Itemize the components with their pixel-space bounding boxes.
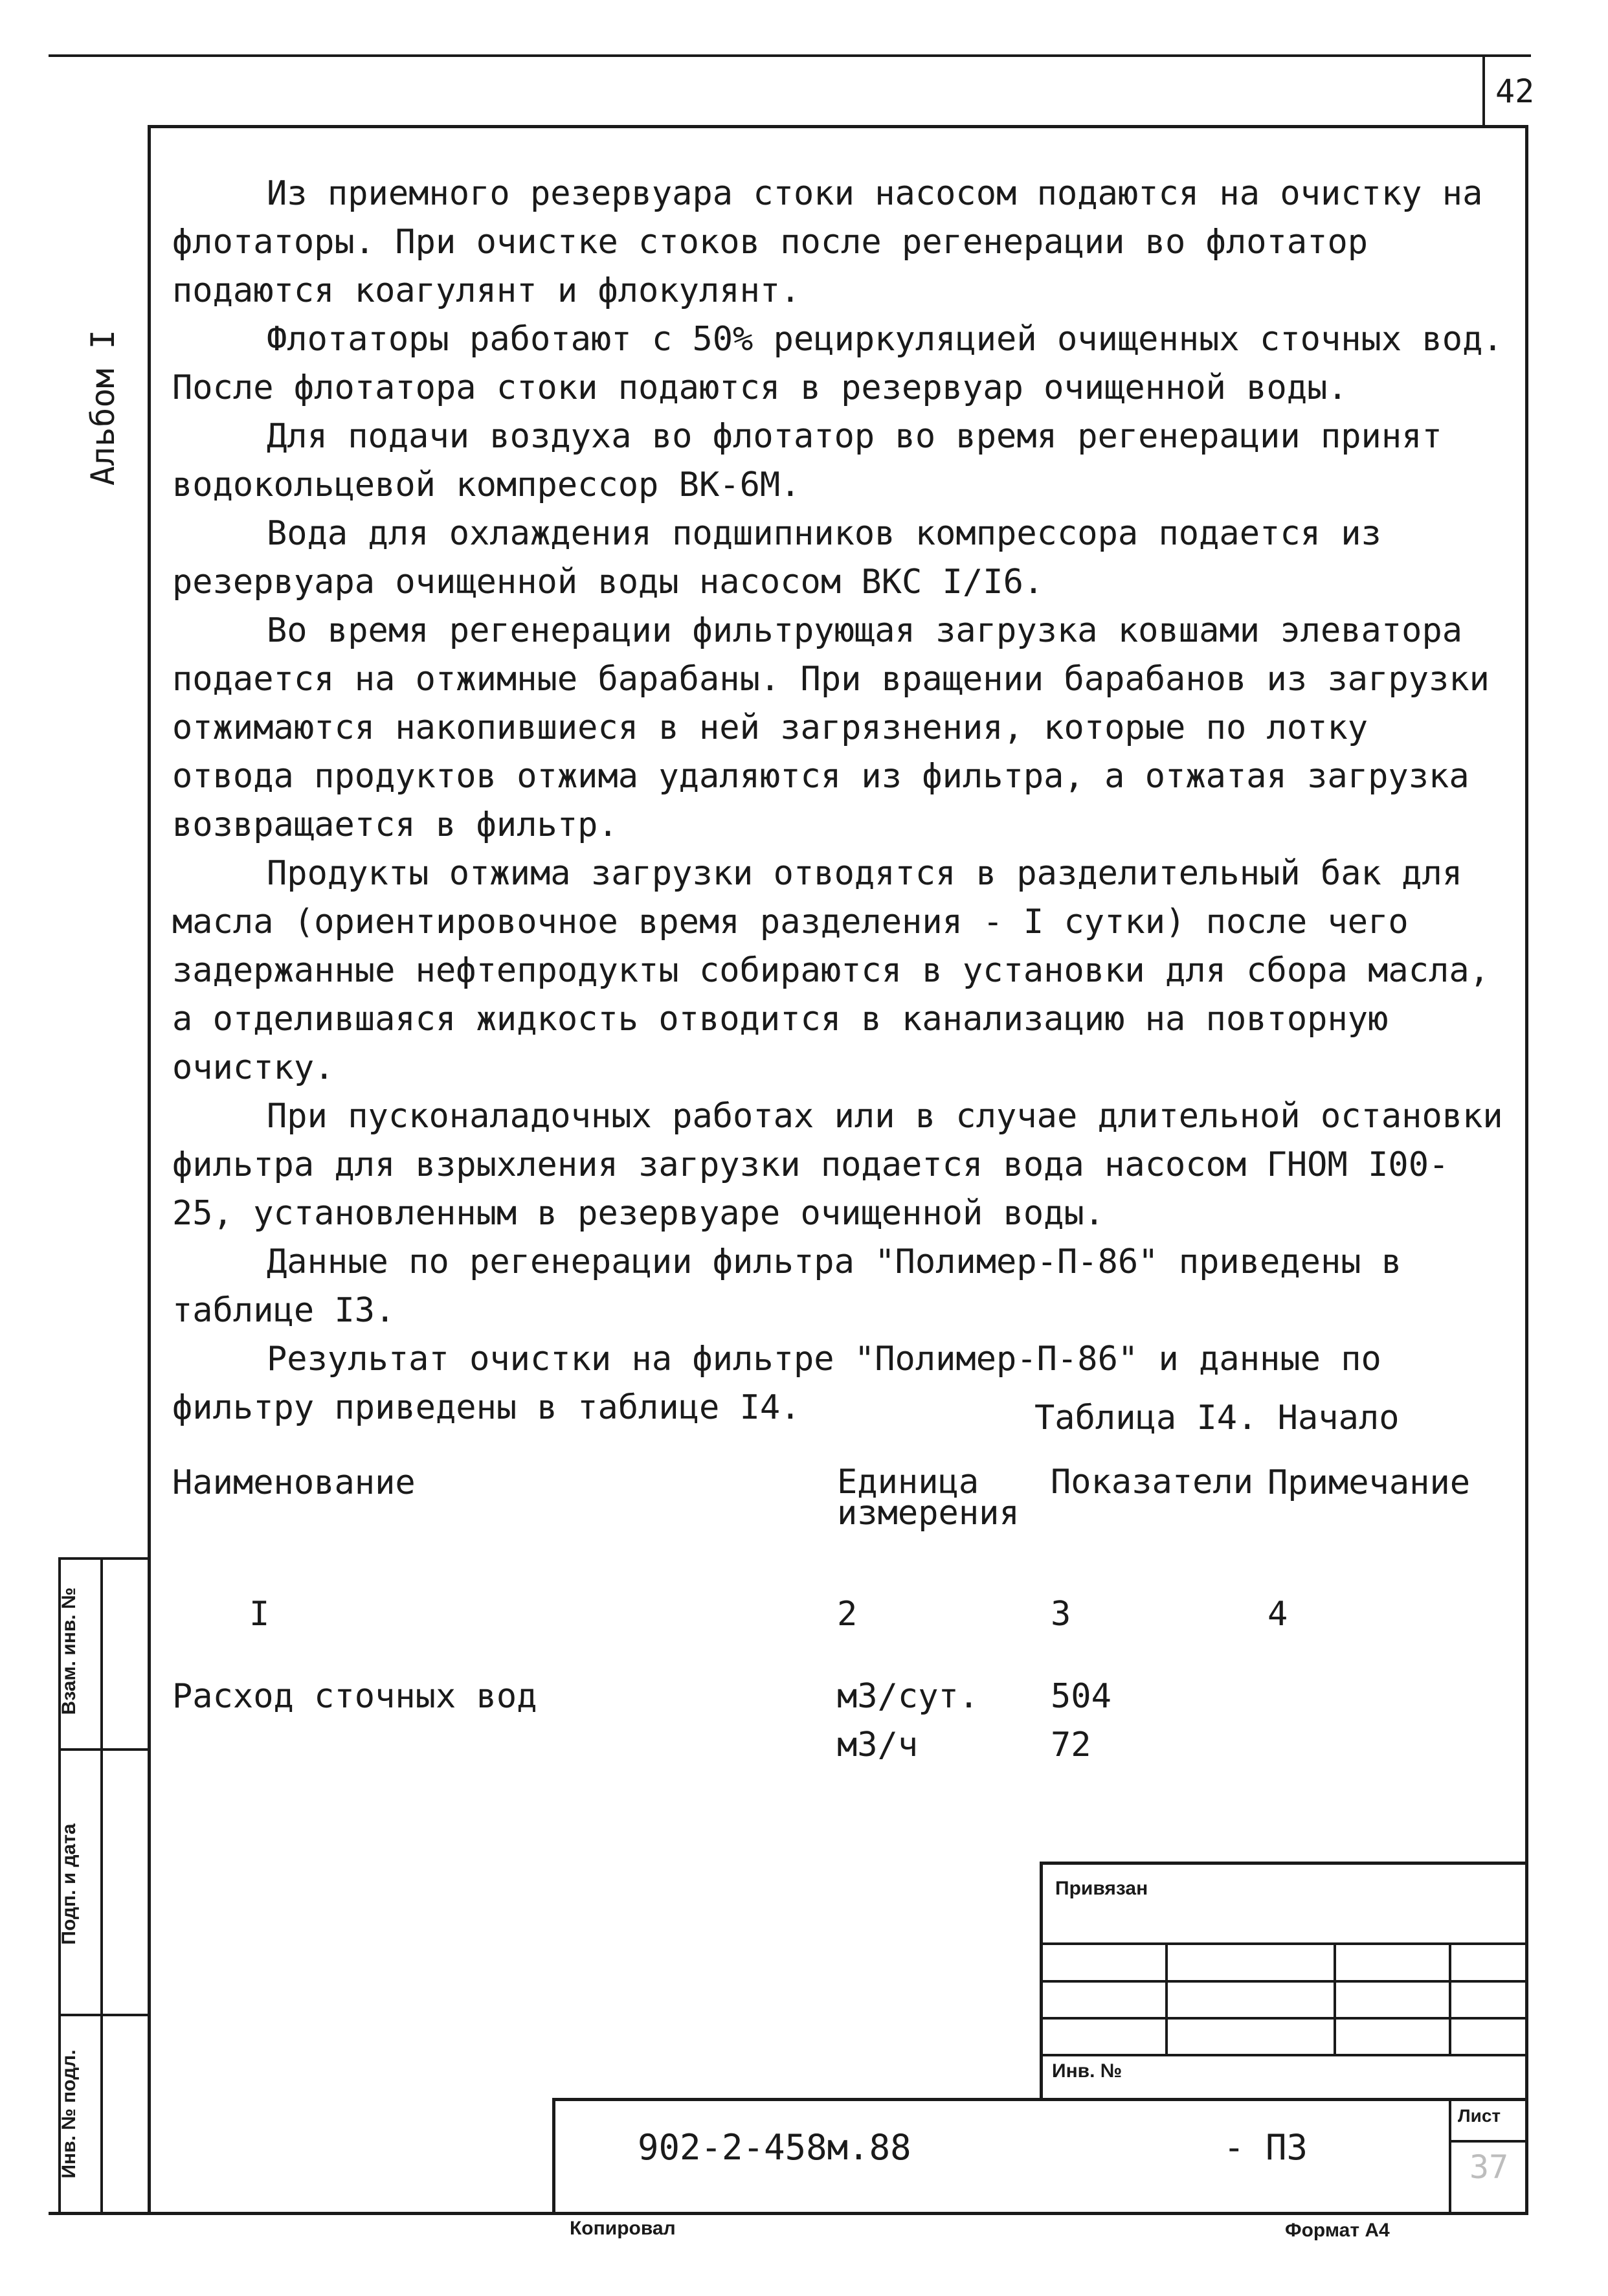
frame-bottom-line — [49, 2212, 1528, 2215]
side-stamp-replace-inv: Взам. инв. № — [58, 1587, 80, 1715]
binding-stamp-col-2 — [1334, 1942, 1336, 2054]
paragraph-1: Из приемного резервуара стоки насосом подаются на очистку на флотаторы. При очистке стоков после регенерации во флотатор подаются коагулянт и флокулянт. — [172, 174, 1483, 310]
body-text — [172, 170, 1509, 1437]
paragraph-6: Продукты отжима загрузки отводятся в разделительный бак для масла (ориентировочное время разделения - I сутки) после чего задержанные нефтепродукты собираются в установки для сбора масла, а отделившаяся жидкость отводится в канализацию на повторную очистку. — [172, 854, 1490, 1087]
paragraph-5: Во время регенерации фильтрующая загрузка ковшами элеватора подается на отжимные барабаны. При вращении барабанов из загрузки отжимаются накопившиеся в ней загрязнения, которые по лотку отвода продуктов отжима удаляются из фильтра, а отжатая загрузка возвращается в фильтр. — [172, 611, 1490, 844]
title-block-top — [552, 2098, 1526, 2101]
sheet-number: 37 — [1469, 2148, 1509, 2186]
binding-stamp-label: Привязан — [1055, 1878, 1148, 1899]
paragraph-9: Результат очистки на фильтре "Полимер-П-86" и данные по фильтру приведены в таблице I4. — [172, 1340, 1381, 1427]
binding-stamp-col-1 — [1165, 1942, 1168, 2054]
album-label: Альбом I — [84, 330, 122, 486]
paragraph-3: Для подачи воздуха во флотатор во время регенерации принят водокольцевой компрессор ВК-6М. — [172, 417, 1442, 504]
title-block-sheet-underline — [1449, 2140, 1526, 2143]
format-label: Формат А4 — [1285, 2220, 1390, 2241]
doc-section: - ПЗ — [1223, 2127, 1308, 2168]
side-stamp-top — [58, 1557, 149, 1560]
binding-stamp-inv-label: Инв. № — [1052, 2060, 1122, 2082]
table-header-note: Примечание — [1267, 1463, 1471, 1502]
binding-stamp-col-3 — [1449, 1942, 1451, 2054]
table-header-unit: Единица измерения — [837, 1463, 1020, 1533]
side-stamp-divider-2 — [58, 2014, 149, 2016]
table-num-1: I — [249, 1595, 270, 1634]
table-num-2: 2 — [837, 1595, 858, 1634]
frame-right-line — [1525, 125, 1528, 2215]
frame-left-line — [148, 125, 151, 2215]
table-row-value-2: 72 — [1051, 1726, 1091, 1764]
side-stamp-orig-inv: Инв. № подл. — [58, 2049, 80, 2179]
table-header-name: Наименование — [172, 1463, 416, 1502]
binding-stamp-row-1 — [1040, 1942, 1526, 1945]
title-block-left — [552, 2098, 555, 2214]
table-row-value-1: 504 — [1051, 1677, 1111, 1716]
page-number-box-left — [1482, 56, 1485, 128]
sheet-label: Лист — [1458, 2106, 1501, 2126]
binding-stamp-row-3 — [1040, 2017, 1526, 2020]
side-stamp-inner — [100, 1557, 103, 2212]
side-stamp-divider-1 — [58, 1748, 149, 1751]
paragraph-4: Вода для охлаждения подшипников компрессора подается из резервуара очищенной воды насосом ВКС I/I6. — [172, 514, 1381, 602]
binding-stamp-row-2 — [1040, 1980, 1526, 1983]
table-row-unit-2: м3/ч — [837, 1726, 919, 1764]
paragraph-2: Флотаторы работают с 50% рециркуляцией очищенных сточных вод. После флотатора стоки подаются в резервуар очищенной воды. — [172, 320, 1503, 407]
paragraph-7: При пусконаладочных работах или в случае длительной остановки фильтра для взрыхления загрузки подается вода насосом ГНОМ I00-25, установленным в резервуаре очищенной воды. — [172, 1097, 1503, 1233]
binding-stamp-row-4 — [1040, 2054, 1526, 2056]
side-stamp-sign-date: Подп. и дата — [58, 1823, 80, 1945]
page-number: 42 — [1495, 73, 1535, 110]
table-caption: Таблица I4. Начало — [1034, 1399, 1400, 1437]
paragraph-8: Данные по регенерации фильтра "Полимер-П-86" приведены в таблице I3. — [172, 1243, 1402, 1330]
top-border-line — [49, 54, 1531, 57]
table-row-unit-1: м3/сут. — [837, 1677, 979, 1716]
binding-stamp-top — [1040, 1862, 1526, 1865]
table-row-name: Расход сточных вод — [172, 1677, 537, 1716]
doc-code: 902-2-458м.88 — [638, 2127, 911, 2168]
frame-top-line — [148, 125, 1526, 128]
table-num-4: 4 — [1267, 1595, 1288, 1634]
table-num-3: 3 — [1051, 1595, 1071, 1634]
copied-label: Копировал — [570, 2218, 676, 2239]
title-block-sheet-divider — [1449, 2098, 1451, 2214]
table-header-value: Показатели — [1051, 1463, 1254, 1502]
